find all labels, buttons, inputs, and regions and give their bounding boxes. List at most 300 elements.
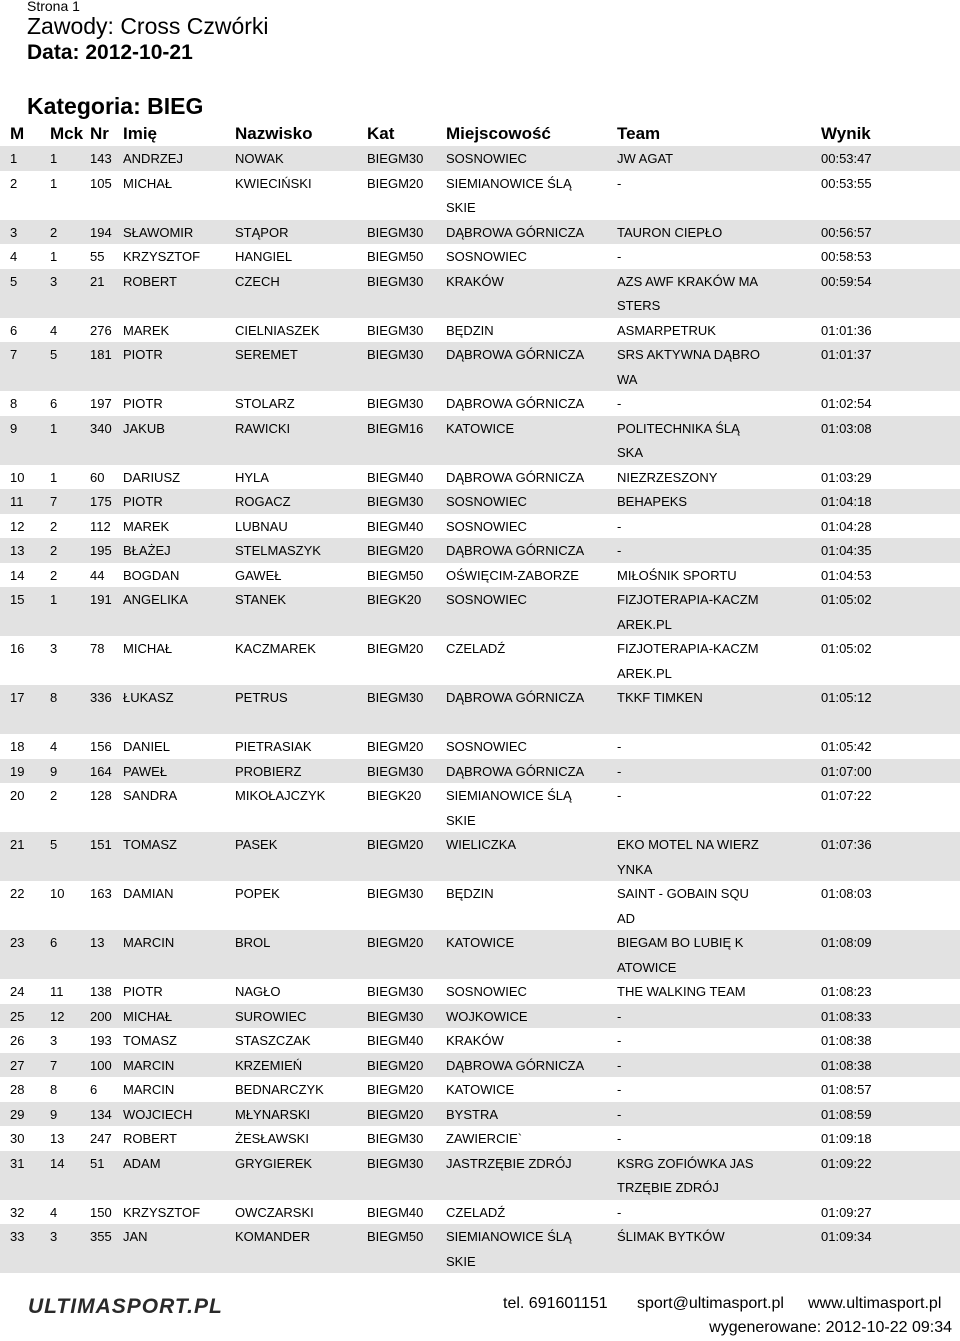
cell-last-name: KOMANDER xyxy=(235,1229,311,1244)
cell-number: 164 xyxy=(90,763,112,779)
cell-category-place: 4 xyxy=(50,739,58,754)
cell-category-place: 2 xyxy=(50,518,58,534)
cell-city: OŚWIĘCIM-ZABORZE xyxy=(446,567,579,583)
cell-place: 11 xyxy=(10,494,24,509)
cell-place: 18 xyxy=(10,739,25,754)
cell-team: TAURON CIEPŁO xyxy=(617,224,723,240)
cell-result: 01:08:09 xyxy=(821,935,872,950)
column-header-team: Team xyxy=(617,124,661,143)
cell-place: 23 xyxy=(10,935,25,950)
cell-place: 8 xyxy=(10,396,18,411)
cell-category: BIEGM30 xyxy=(367,396,424,411)
cell-team: - xyxy=(617,1131,622,1146)
cell-first-name: MICHAŁ xyxy=(123,1008,173,1024)
cell-city: DĄBROWA GÓRNICZA xyxy=(446,690,585,705)
cell-result: 01:08:59 xyxy=(821,1106,872,1122)
cell-result: 01:08:03 xyxy=(821,886,872,901)
cell-category-place: 11 xyxy=(50,984,64,999)
cell-result: 00:59:54 xyxy=(821,273,872,289)
cell-last-name: PETRUS xyxy=(235,690,288,705)
cell-number: 200 xyxy=(90,1008,112,1024)
cell-last-name: SUROWIEC xyxy=(235,1008,307,1024)
cell-result: 00:53:55 xyxy=(821,175,872,191)
cell-city-continued: SKIE xyxy=(446,1253,476,1269)
cell-city: BĘDZIN xyxy=(446,886,494,901)
table-row xyxy=(0,489,960,514)
cell-number: 156 xyxy=(90,739,112,754)
cell-team: TKKF TIMKEN xyxy=(617,690,703,705)
cell-result: 01:09:18 xyxy=(821,1131,872,1146)
cell-category: BIEGM30 xyxy=(367,763,424,779)
cell-category-place: 2 xyxy=(50,224,58,240)
cell-place: 19 xyxy=(10,763,25,779)
cell-city: SOSNOWIEC xyxy=(446,494,527,509)
cell-last-name: KWIECIŃSKI xyxy=(235,175,312,191)
cell-last-name: CIELNIASZEK xyxy=(235,322,320,338)
cell-last-name: ŻESŁAWSKI xyxy=(235,1131,309,1146)
cell-team: - xyxy=(617,739,622,754)
cell-city: JASTRZĘBIE ZDRÓJ xyxy=(446,1155,572,1171)
cell-number: 191 xyxy=(90,592,112,607)
cell-first-name: PIOTR xyxy=(123,347,163,362)
cell-team: AZS AWF KRAKÓW MA xyxy=(617,273,759,289)
cell-place: 31 xyxy=(10,1155,25,1171)
cell-first-name: DANIEL xyxy=(123,739,170,754)
cell-city: KATOWICE xyxy=(446,935,515,950)
cell-team: - xyxy=(617,396,622,411)
cell-number: 247 xyxy=(90,1131,112,1146)
cell-result: 01:04:35 xyxy=(821,543,872,558)
cell-place: 13 xyxy=(10,543,25,558)
cell-result: 00:58:53 xyxy=(821,249,872,264)
cell-last-name: STĄPOR xyxy=(235,224,289,240)
cell-place: 33 xyxy=(10,1229,25,1244)
cell-team-continued: SKA xyxy=(617,445,644,460)
cell-place: 10 xyxy=(10,469,25,485)
table-row xyxy=(0,244,960,269)
cell-first-name: KRZYSZTOF xyxy=(123,1204,201,1220)
table-row xyxy=(0,538,960,563)
cell-team: - xyxy=(617,1204,622,1220)
cell-city: SOSNOWIEC xyxy=(446,592,527,607)
cell-first-name: MARCIN xyxy=(123,1057,175,1073)
cell-first-name: MARCIN xyxy=(123,935,175,950)
cell-category-place: 1 xyxy=(50,151,58,166)
table-row xyxy=(0,269,960,318)
cell-last-name: STOLARZ xyxy=(235,396,295,411)
cell-last-name: PIETRASIAK xyxy=(235,739,312,754)
cell-team: - xyxy=(617,1082,622,1097)
cell-city: KRAKÓW xyxy=(446,273,504,289)
cell-first-name: TOMASZ xyxy=(123,837,177,852)
cell-number: 194 xyxy=(90,224,112,240)
cell-team: - xyxy=(617,175,622,191)
cell-first-name: WOJCIECH xyxy=(123,1106,193,1122)
cell-team-continued: WA xyxy=(617,371,638,387)
cell-first-name: SŁAWOMIR xyxy=(123,224,194,240)
cell-category-place: 6 xyxy=(50,935,58,950)
cell-last-name: SEREMET xyxy=(235,347,298,362)
results-table-header xyxy=(0,121,960,145)
cell-place: 25 xyxy=(10,1008,25,1024)
cell-number: 151 xyxy=(90,837,112,852)
cell-number: 163 xyxy=(90,886,112,901)
cell-city: WOJKOWICE xyxy=(446,1008,528,1024)
cell-place: 32 xyxy=(10,1204,25,1220)
cell-number: 44 xyxy=(90,567,105,583)
cell-place: 24 xyxy=(10,984,25,999)
cell-category-place: 3 xyxy=(50,641,58,656)
cell-category: BIEGM30 xyxy=(367,151,424,166)
table-row xyxy=(0,587,960,636)
cell-city: CZELADŹ xyxy=(446,641,506,656)
cell-category: BIEGM20 xyxy=(367,175,424,191)
table-row xyxy=(0,318,960,343)
cell-team: - xyxy=(617,788,622,803)
cell-category-place: 13 xyxy=(50,1131,65,1146)
cell-category: BIEGM20 xyxy=(367,935,424,950)
cell-category: BIEGM20 xyxy=(367,739,424,754)
cell-category-place: 1 xyxy=(50,420,58,436)
table-row xyxy=(0,1200,960,1225)
cell-number: 112 xyxy=(90,518,111,534)
cell-place: 30 xyxy=(10,1131,25,1146)
cell-category: BIEGM30 xyxy=(367,347,424,362)
cell-first-name: MAREK xyxy=(123,518,170,534)
cell-city: DĄBROWA GÓRNICZA xyxy=(446,396,585,411)
cell-first-name: MICHAŁ xyxy=(123,175,173,191)
cell-result: 01:08:38 xyxy=(821,1033,872,1048)
cell-number: 336 xyxy=(90,690,112,705)
cell-category-place: 2 xyxy=(50,788,58,803)
cell-team: ASMARPETRUK xyxy=(617,322,716,338)
cell-category: BIEGK20 xyxy=(367,592,422,607)
cell-last-name: POPEK xyxy=(235,886,280,901)
cell-last-name: CZECH xyxy=(235,273,280,289)
cell-city: SIEMIANOWICE ŚLĄ xyxy=(446,175,572,191)
cell-first-name: ANDRZEJ xyxy=(123,151,183,166)
cell-team: - xyxy=(617,1033,622,1048)
table-row xyxy=(0,1053,960,1078)
table-row xyxy=(0,881,960,930)
cell-team-continued: ATOWICE xyxy=(617,959,677,975)
cell-place: 17 xyxy=(10,690,25,705)
cell-category-place: 2 xyxy=(50,543,58,558)
cell-team: SRS AKTYWNA DĄBRO xyxy=(617,347,761,362)
cell-number: 6 xyxy=(90,1082,98,1097)
cell-result: 01:01:36 xyxy=(821,322,872,338)
cell-category: BIEGM30 xyxy=(367,886,424,901)
cell-city: DĄBROWA GÓRNICZA xyxy=(446,1057,585,1073)
cell-team: SAINT - GOBAIN SQU xyxy=(617,886,749,901)
cell-team-continued: AD xyxy=(617,910,636,926)
cell-category: BIEGM40 xyxy=(367,518,424,534)
cell-last-name: LUBNAU xyxy=(235,518,288,534)
cell-city: DĄBROWA GÓRNICZA xyxy=(446,347,585,362)
cell-team: THE WALKING TEAM xyxy=(617,984,746,999)
cell-category: BIEGM30 xyxy=(367,1008,424,1024)
table-row xyxy=(0,1224,960,1273)
cell-city: SOSNOWIEC xyxy=(446,518,527,534)
cell-category-place: 8 xyxy=(50,1082,58,1097)
cell-first-name: MARCIN xyxy=(123,1082,175,1097)
cell-result: 01:08:33 xyxy=(821,1008,872,1024)
cell-category: BIEGM30 xyxy=(367,224,424,240)
cell-first-name: BŁAŻEJ xyxy=(123,543,171,558)
cell-first-name: TOMASZ xyxy=(123,1033,177,1048)
event-date: Data: 2012-10-21 xyxy=(27,41,193,64)
cell-number: 276 xyxy=(90,322,112,338)
cell-team: FIZJOTERAPIA-KACZM xyxy=(617,592,759,607)
ultimasport-logo xyxy=(28,1294,268,1318)
cell-first-name: PIOTR xyxy=(123,396,163,411)
cell-result: 01:05:02 xyxy=(821,592,872,607)
cell-team: POLITECHNIKA ŚLĄ xyxy=(617,420,740,436)
table-row xyxy=(0,514,960,539)
cell-last-name: KACZMAREK xyxy=(235,641,316,656)
cell-city: BYSTRA xyxy=(446,1106,499,1122)
cell-last-name: NOWAK xyxy=(235,151,284,166)
cell-first-name: ADAM xyxy=(123,1155,161,1171)
cell-result: 01:05:12 xyxy=(821,690,872,705)
svg-text:ULTIMASPORT.PL: ULTIMASPORT.PL xyxy=(28,1295,223,1318)
cell-city: SOSNOWIEC xyxy=(446,249,527,264)
cell-number: 197 xyxy=(90,396,112,411)
cell-first-name: SANDRA xyxy=(123,788,178,803)
table-row xyxy=(0,1151,960,1200)
cell-team: - xyxy=(617,249,622,264)
table-row xyxy=(0,1004,960,1029)
cell-city: SOSNOWIEC xyxy=(446,984,527,999)
cell-first-name: BOGDAN xyxy=(123,567,180,583)
cell-team: ŚLIMAK BYTKÓW xyxy=(617,1229,725,1244)
cell-team: - xyxy=(617,1057,622,1073)
cell-place: 26 xyxy=(10,1033,25,1048)
cell-team: - xyxy=(617,1008,622,1024)
column-header-first-name: Imię xyxy=(123,124,158,143)
cell-category: BIEGM30 xyxy=(367,984,424,999)
cell-first-name: MAREK xyxy=(123,322,170,338)
cell-place: 7 xyxy=(10,347,18,362)
table-row xyxy=(0,220,960,245)
cell-result: 01:09:27 xyxy=(821,1204,872,1220)
cell-team: BEHAPEKS xyxy=(617,494,688,509)
table-row xyxy=(0,171,960,220)
cell-number: 143 xyxy=(90,151,112,166)
cell-category: BIEGM20 xyxy=(367,1057,424,1073)
cell-city: DĄBROWA GÓRNICZA xyxy=(446,543,585,558)
cell-category-place: 10 xyxy=(50,886,65,901)
cell-result: 01:07:22 xyxy=(821,788,872,803)
cell-category: BIEGM50 xyxy=(367,249,424,264)
cell-team: MIŁOŚNIK SPORTU xyxy=(617,567,737,583)
cell-category-place: 9 xyxy=(50,763,58,779)
cell-city: CZELADŹ xyxy=(446,1204,506,1220)
cell-category-place: 14 xyxy=(50,1155,65,1171)
cell-city: KRAKÓW xyxy=(446,1033,504,1048)
table-row xyxy=(0,783,960,832)
cell-place: 3 xyxy=(10,224,18,240)
table-row xyxy=(0,416,960,465)
cell-category-place: 5 xyxy=(50,347,58,362)
cell-category-place: 9 xyxy=(50,1106,58,1122)
cell-first-name: KRZYSZTOF xyxy=(123,249,201,264)
cell-city: DĄBROWA GÓRNICZA xyxy=(446,224,585,240)
column-header-number: Nr xyxy=(90,124,109,143)
cell-result: 01:03:29 xyxy=(821,469,872,485)
cell-category-place: 6 xyxy=(50,396,58,411)
cell-category: BIEGK20 xyxy=(367,788,422,803)
results-table xyxy=(0,146,960,1273)
cell-first-name: JAN xyxy=(123,1229,148,1244)
column-header-category-place: Mck xyxy=(50,124,84,143)
table-row xyxy=(0,342,960,391)
cell-team-continued: TRZĘBIE ZDRÓJ xyxy=(617,1180,719,1195)
cell-result: 01:09:34 xyxy=(821,1229,872,1244)
cell-last-name: HYLA xyxy=(235,469,269,485)
cell-category: BIEGM30 xyxy=(367,494,424,509)
cell-category-place: 3 xyxy=(50,1033,58,1048)
cell-place: 5 xyxy=(10,273,18,289)
cell-place: 14 xyxy=(10,567,25,583)
cell-category: BIEGM30 xyxy=(367,273,424,289)
cell-number: 51 xyxy=(90,1155,105,1171)
cell-last-name: BROL xyxy=(235,935,271,950)
cell-team: - xyxy=(617,1106,622,1122)
table-row xyxy=(0,1126,960,1151)
cell-first-name: ŁUKASZ xyxy=(123,690,174,705)
generated-timestamp: wygenerowane: 2012-10-22 09:34 xyxy=(709,1319,952,1336)
cell-category-place: 1 xyxy=(50,469,58,485)
cell-number: 138 xyxy=(90,984,112,999)
cell-last-name: PASEK xyxy=(235,837,278,852)
cell-team: NIEZRZESZONY xyxy=(617,469,718,485)
cell-category: BIEGM30 xyxy=(367,1131,424,1146)
cell-team: EKO MOTEL NA WIERZ xyxy=(617,837,759,852)
cell-result: 01:04:53 xyxy=(821,567,872,583)
cell-number: 195 xyxy=(90,543,112,558)
cell-category-place: 3 xyxy=(50,273,58,289)
page-number-label: Strona 1 xyxy=(27,0,80,14)
table-row xyxy=(0,1028,960,1053)
cell-place: 4 xyxy=(10,249,18,264)
column-header-place: M xyxy=(10,124,25,143)
table-row xyxy=(0,979,960,1004)
cell-city: SIEMIANOWICE ŚLĄ xyxy=(446,1229,572,1244)
cell-first-name: PIOTR xyxy=(123,494,163,509)
cell-result: 01:08:57 xyxy=(821,1082,872,1097)
cell-team: BIEGAM BO LUBIĘ K xyxy=(617,935,744,950)
cell-result: 01:09:22 xyxy=(821,1155,872,1171)
table-row xyxy=(0,391,960,416)
cell-category-place: 7 xyxy=(50,494,58,509)
cell-place: 6 xyxy=(10,322,18,338)
cell-city: KATOWICE xyxy=(446,1082,515,1097)
cell-last-name: RAWICKI xyxy=(235,420,291,436)
column-header-city: Miejscowość xyxy=(446,124,551,143)
cell-result: 01:02:54 xyxy=(821,396,872,411)
cell-result: 01:01:37 xyxy=(821,347,872,362)
cell-city: SOSNOWIEC xyxy=(446,151,527,166)
cell-place: 21 xyxy=(10,837,25,852)
cell-category-place: 1 xyxy=(50,249,58,264)
cell-category-place: 4 xyxy=(50,1204,58,1220)
cell-category-place: 12 xyxy=(50,1008,65,1024)
cell-city: SIEMIANOWICE ŚLĄ xyxy=(446,788,572,803)
cell-team: FIZJOTERAPIA-KACZM xyxy=(617,641,759,656)
cell-last-name: BEDNARCZYK xyxy=(235,1082,324,1097)
cell-category-place: 3 xyxy=(50,1229,58,1244)
cell-number: 175 xyxy=(90,494,112,509)
cell-category-place: 8 xyxy=(50,690,58,705)
cell-first-name: ANGELIKA xyxy=(123,592,189,607)
cell-result: 01:03:08 xyxy=(821,420,872,436)
column-header-last-name: Nazwisko xyxy=(235,124,313,143)
cell-city: WIELICZKA xyxy=(446,837,517,852)
cell-result: 00:53:47 xyxy=(821,151,872,166)
category-title: Kategoria: BIEG xyxy=(27,93,204,119)
cell-place: 15 xyxy=(10,592,25,607)
cell-team: JW AGAT xyxy=(617,151,674,166)
cell-place: 27 xyxy=(10,1057,25,1073)
cell-number: 100 xyxy=(90,1057,112,1073)
cell-category: BIEGM50 xyxy=(367,567,424,583)
cell-last-name: GAWEŁ xyxy=(235,567,282,583)
cell-result: 01:08:38 xyxy=(821,1057,872,1073)
cell-last-name: STELMASZYK xyxy=(235,543,321,558)
cell-first-name: PIOTR xyxy=(123,984,163,999)
footer-email: sport@ultimasport.pl xyxy=(637,1295,784,1312)
cell-last-name: MŁYNARSKI xyxy=(235,1106,311,1122)
cell-category-place: 7 xyxy=(50,1057,58,1073)
cell-category-place: 1 xyxy=(50,592,58,607)
cell-last-name: KRZEMIEŃ xyxy=(235,1057,303,1073)
table-row xyxy=(0,563,960,588)
cell-category: BIEGM40 xyxy=(367,1033,424,1048)
cell-team: - xyxy=(617,518,622,534)
cell-category: BIEGM16 xyxy=(367,420,424,436)
column-header-category: Kat xyxy=(367,124,395,143)
cell-number: 13 xyxy=(90,935,105,950)
cell-category: BIEGM30 xyxy=(367,690,424,705)
cell-category: BIEGM30 xyxy=(367,322,424,338)
cell-category: BIEGM40 xyxy=(367,1204,424,1220)
table-row xyxy=(0,759,960,784)
cell-number: 340 xyxy=(90,420,112,436)
cell-city-continued: SKIE xyxy=(446,812,476,828)
cell-place: 9 xyxy=(10,420,18,436)
cell-team: KSRG ZOFIÓWKA JAS xyxy=(617,1155,754,1171)
cell-team-continued: YNKA xyxy=(617,861,653,877)
cell-result: 01:07:36 xyxy=(821,837,872,852)
cell-number: 21 xyxy=(90,273,105,289)
cell-category: BIEGM20 xyxy=(367,1082,424,1097)
cell-city: ZAWIERCIE` xyxy=(446,1131,523,1146)
cell-number: 105 xyxy=(90,175,112,191)
cell-category: BIEGM40 xyxy=(367,469,424,485)
cell-last-name: PROBIERZ xyxy=(235,763,302,779)
cell-category-place: 2 xyxy=(50,567,58,583)
cell-place: 20 xyxy=(10,788,25,803)
cell-number: 150 xyxy=(90,1204,112,1220)
table-row xyxy=(0,465,960,490)
cell-result: 01:04:28 xyxy=(821,518,872,534)
cell-first-name: ROBERT xyxy=(123,1131,177,1146)
cell-first-name: DARIUSZ xyxy=(123,469,181,485)
footer-website: www.ultimasport.pl xyxy=(808,1295,942,1312)
table-row xyxy=(0,1102,960,1127)
cell-last-name: STANEK xyxy=(235,592,287,607)
